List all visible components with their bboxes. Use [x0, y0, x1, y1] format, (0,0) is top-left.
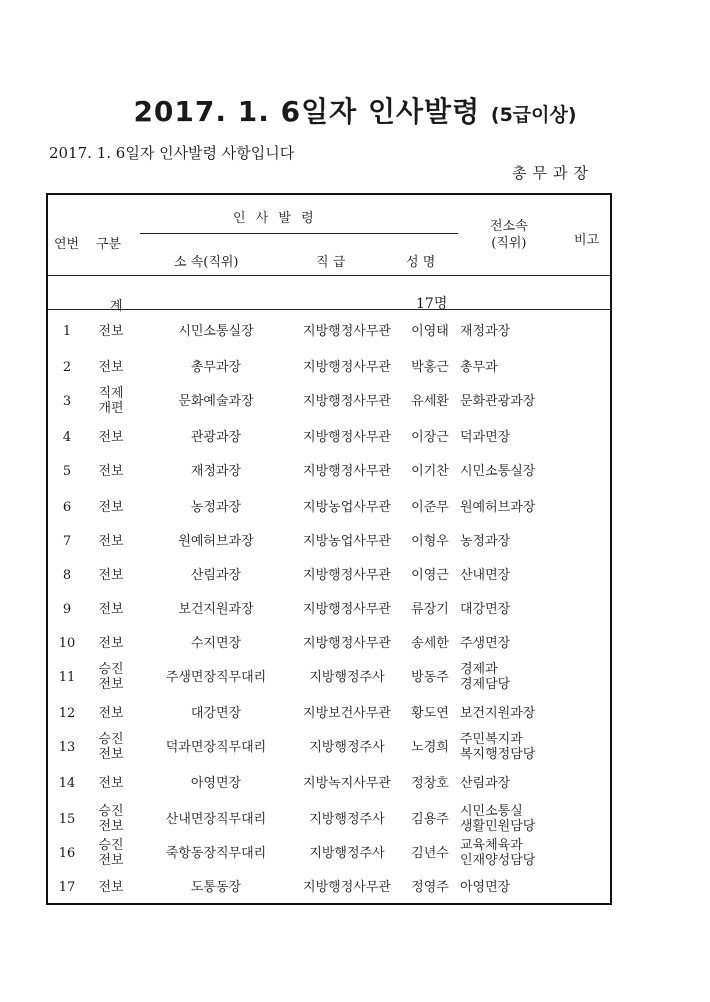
table-row — [48, 385, 610, 419]
row-department: 관광과장 — [190, 429, 242, 445]
row-department: 수지면장 — [190, 635, 242, 651]
row-rank: 지방행정사무관 — [303, 879, 391, 895]
row-number: 2 — [62, 359, 72, 375]
row-previous-post: 총무과 — [460, 359, 498, 375]
row-previous-post: 주생면장 — [460, 635, 511, 651]
row-department: 재정과장 — [190, 463, 242, 479]
row-rank: 지방행정사무관 — [303, 601, 391, 617]
row-previous-post: 농정과장 — [460, 533, 511, 549]
row-previous-post: 시민소통실장 — [460, 463, 536, 479]
row-name: 이영근 — [411, 567, 449, 583]
row-number: 5 — [62, 463, 72, 479]
row-rank: 지방농업사무관 — [303, 499, 391, 515]
row-rank: 지방보건사무관 — [303, 705, 391, 721]
row-number: 1 — [62, 323, 72, 339]
row-number: 7 — [62, 533, 72, 549]
row-type: 전보 — [98, 567, 124, 583]
row-department: 주생면장직무대리 — [165, 669, 267, 685]
row-department: 농정과장 — [190, 499, 242, 515]
total-value: 17명 — [416, 296, 448, 312]
row-number: 9 — [62, 601, 72, 617]
row-department: 죽항동장직무대리 — [165, 845, 267, 861]
row-previous-post: 아영면장 — [460, 879, 511, 895]
row-type: 전보 — [98, 429, 124, 445]
header-group: 인 사 발 령 — [233, 211, 317, 226]
row-type: 승진 전보 — [98, 662, 124, 692]
row-number: 6 — [62, 499, 72, 515]
table-row — [48, 491, 610, 525]
row-type: 승진 전보 — [98, 732, 124, 762]
row-type: 전보 — [98, 499, 124, 515]
row-name: 황도연 — [411, 705, 449, 721]
row-previous-post: 경제과 경제담당 — [460, 662, 511, 692]
row-name: 이영태 — [411, 323, 449, 339]
personnel-table — [46, 193, 612, 905]
row-department: 도통동장 — [190, 879, 242, 895]
row-number: 12 — [58, 705, 76, 721]
row-rank: 지방행정사무관 — [303, 393, 391, 409]
title-sub: (5급이상) — [490, 104, 577, 126]
row-department: 대강면장 — [190, 705, 242, 721]
table-row — [48, 837, 610, 871]
row-type: 직제 개편 — [98, 386, 124, 416]
row-rank: 지방행정사무관 — [303, 567, 391, 583]
row-type: 전보 — [98, 463, 124, 479]
row-name: 김년수 — [411, 845, 449, 861]
table-row — [48, 803, 610, 837]
row-type: 전보 — [98, 323, 124, 339]
header-dept: 소 속(직위) — [174, 255, 239, 270]
total-bottom-rule — [48, 309, 610, 310]
row-type: 전보 — [98, 775, 124, 791]
row-name: 이준무 — [411, 499, 449, 515]
header-type: 구분 — [96, 237, 122, 252]
row-type: 전보 — [98, 879, 124, 895]
row-previous-post: 재정과장 — [460, 323, 511, 339]
row-type: 전보 — [98, 601, 124, 617]
row-number: 15 — [58, 811, 76, 827]
table-row — [48, 871, 610, 905]
row-previous-post: 보건지원과장 — [460, 705, 536, 721]
row-department: 산내면장직무대리 — [165, 811, 267, 827]
row-department: 산림과장 — [190, 567, 242, 583]
table-row — [48, 351, 610, 385]
row-department: 시민소통실장 — [178, 323, 254, 339]
table-row — [48, 525, 610, 559]
row-rank: 지방행정주사 — [309, 811, 385, 827]
row-number: 10 — [58, 635, 76, 651]
row-name: 노경희 — [411, 739, 449, 755]
header-name: 성 명 — [406, 255, 436, 270]
row-previous-post: 주민복지과 복지행정담당 — [460, 732, 536, 762]
row-number: 17 — [58, 879, 76, 895]
row-department: 총무과장 — [190, 359, 242, 375]
row-department: 덕과면장직무대리 — [165, 739, 267, 755]
row-name: 송세한 — [411, 635, 449, 651]
row-name: 김용주 — [411, 811, 449, 827]
row-name: 정영주 — [411, 879, 449, 895]
row-name: 류장기 — [411, 601, 449, 617]
table-row — [48, 661, 610, 695]
row-department: 아영면장 — [190, 775, 242, 791]
table-row — [48, 627, 610, 661]
row-rank: 지방행정사무관 — [303, 359, 391, 375]
row-previous-post: 교육체육과 인재양성담당 — [460, 838, 536, 868]
row-type: 전보 — [98, 635, 124, 651]
table-row — [48, 593, 610, 627]
row-type: 전보 — [98, 533, 124, 549]
row-rank: 지방농업사무관 — [303, 533, 391, 549]
row-type: 승진 전보 — [98, 804, 124, 834]
row-previous-post: 산림과장 — [460, 775, 511, 791]
table-row — [48, 559, 610, 593]
row-number: 3 — [62, 393, 72, 409]
row-number: 8 — [62, 567, 72, 583]
table-row — [48, 767, 610, 801]
row-previous-post: 문화관광과장 — [460, 393, 536, 409]
row-name: 정창호 — [411, 775, 449, 791]
table-row — [48, 697, 610, 731]
header-rule — [140, 233, 458, 234]
document-title — [0, 90, 710, 130]
row-name: 박홍근 — [411, 359, 449, 375]
row-previous-post: 시민소통실 생활민원담당 — [460, 804, 536, 834]
row-type: 승진 전보 — [98, 838, 124, 868]
table-row — [48, 731, 610, 765]
document-subtitle: 2017. 1. 6일자 인사발령 사항입니다 — [49, 144, 295, 162]
header-bottom-rule — [48, 275, 610, 276]
row-number: 16 — [58, 845, 76, 861]
row-type: 전보 — [98, 705, 124, 721]
table-row — [48, 315, 610, 349]
row-number: 11 — [58, 669, 76, 685]
row-previous-post: 원예허브과장 — [460, 499, 536, 515]
row-number: 4 — [62, 429, 72, 445]
issuing-department: 총무과장 — [512, 164, 594, 182]
total-label: 계 — [110, 299, 123, 314]
row-name: 유세환 — [411, 393, 449, 409]
header-rank: 직 급 — [316, 255, 346, 270]
row-previous-post: 대강면장 — [460, 601, 511, 617]
row-type: 전보 — [98, 359, 124, 375]
row-previous-post: 산내면장 — [460, 567, 511, 583]
header-prev: 전소속 (직위) — [490, 219, 528, 251]
table-row — [48, 455, 610, 489]
header-no: 연번 — [54, 237, 80, 252]
row-rank: 지방행정사무관 — [303, 429, 391, 445]
row-name: 이기찬 — [411, 463, 449, 479]
header-note: 비고 — [574, 233, 600, 248]
row-name: 이장근 — [411, 429, 449, 445]
row-name: 방동주 — [411, 669, 449, 685]
row-name: 이형우 — [411, 533, 449, 549]
row-rank: 지방녹지사무관 — [303, 775, 391, 791]
row-rank: 지방행정주사 — [309, 845, 385, 861]
table-row — [48, 421, 610, 455]
row-rank: 지방행정주사 — [309, 669, 385, 685]
row-number: 14 — [58, 775, 76, 791]
row-previous-post: 덕과면장 — [460, 429, 511, 445]
row-number: 13 — [58, 739, 76, 755]
title-main: 2017. 1. 6일자 인사발령 — [133, 95, 481, 128]
row-department: 보건지원과장 — [178, 601, 254, 617]
row-rank: 지방행정주사 — [309, 739, 385, 755]
row-department: 문화예술과장 — [178, 393, 254, 409]
row-rank: 지방행정사무관 — [303, 323, 391, 339]
row-rank: 지방행정사무관 — [303, 463, 391, 479]
row-rank: 지방행정사무관 — [303, 635, 391, 651]
row-department: 원예허브과장 — [178, 533, 254, 549]
